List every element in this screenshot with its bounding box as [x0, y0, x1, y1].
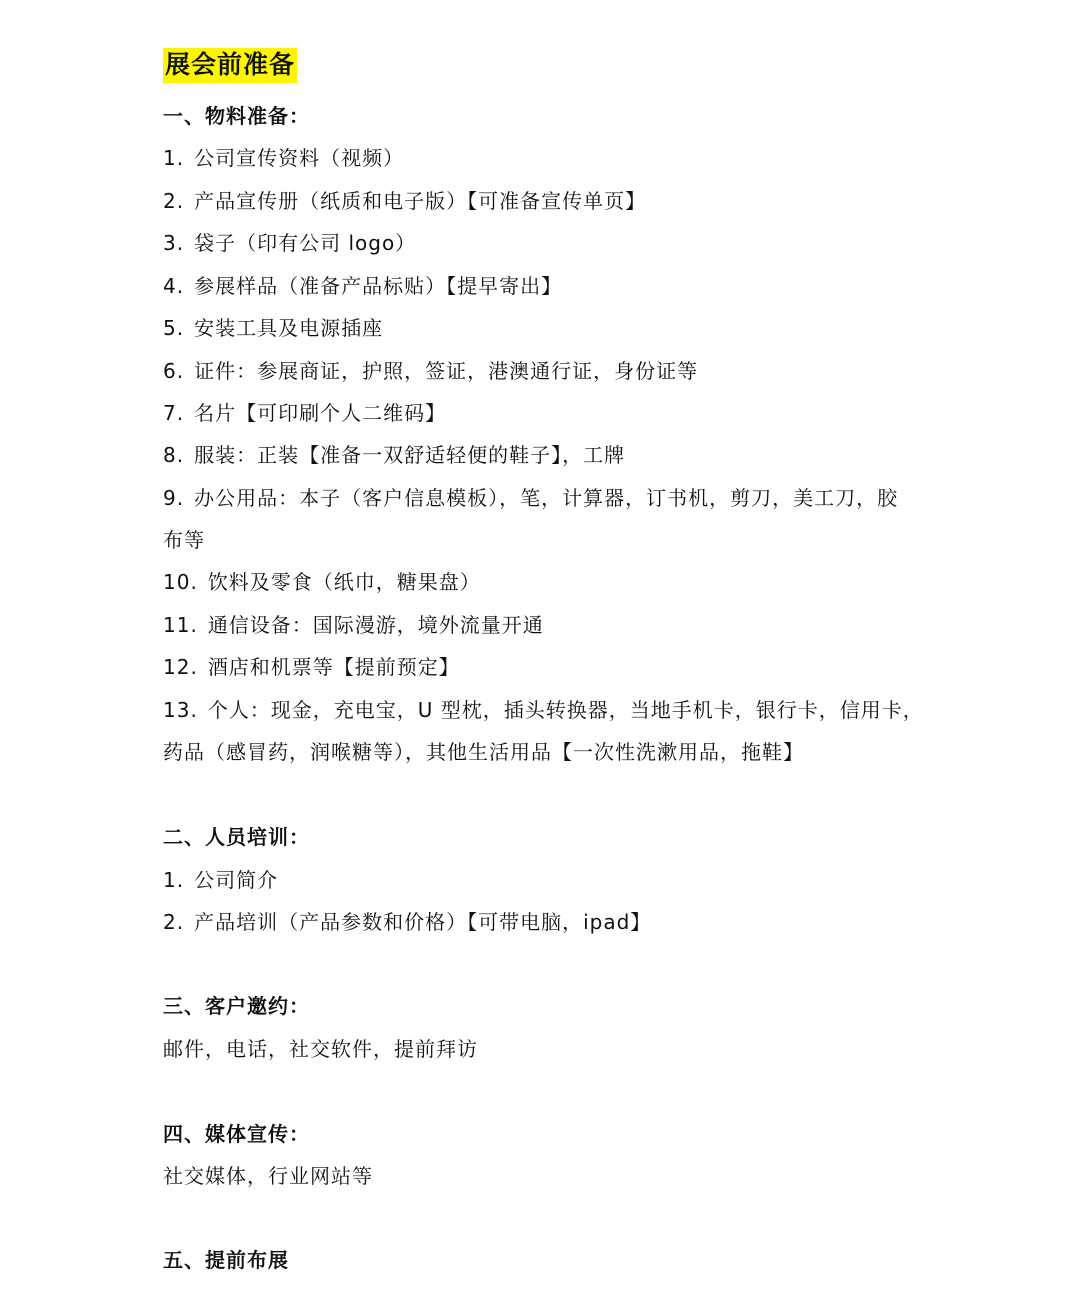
- list-text: 通信设备：国际漫游，境外流量开通: [207, 613, 544, 637]
- list-number: 3.: [163, 231, 185, 255]
- list-item-continuation: 药品（感冒药，润喉糖等），其他生活用品【一次性洗漱用品，拖鞋】: [163, 740, 804, 764]
- section-heading-media: 四、媒体宣传：: [163, 1122, 310, 1146]
- list-item-continuation: 布等: [163, 528, 205, 552]
- list-number: 11.: [163, 613, 198, 637]
- list-number: 6.: [163, 359, 185, 383]
- list-text: 产品宣传册（纸质和电子版）【可准备宣传单页】: [194, 189, 647, 213]
- list-text: 办公用品：本子（客户信息模板），笔，计算器，订书机，剪刀，美工刀，胶: [194, 486, 899, 510]
- list-item: [163, 313, 923, 343]
- list-number: 2.: [163, 910, 185, 934]
- list-item: [163, 695, 923, 725]
- list-text: 服装：正装【准备一双舒适轻便的鞋子】，工牌: [194, 443, 626, 467]
- list-text: 酒店和机票等【提前预定】: [207, 655, 460, 679]
- list-item: [163, 652, 923, 682]
- list-number: 7.: [163, 401, 185, 425]
- list-number: 12.: [163, 655, 198, 679]
- list-text: 证件：参展商证，护照，签证，港澳通行证，身份证等: [194, 359, 699, 383]
- section-heading-invitation: 三、客户邀约：: [163, 994, 310, 1018]
- document-title: 展会前准备: [163, 48, 297, 83]
- list-item: [163, 143, 923, 173]
- list-item: [163, 186, 923, 216]
- list-text: 饮料及零食（纸巾，糖果盘）: [207, 570, 481, 594]
- list-number: 13.: [163, 698, 198, 722]
- list-number: 9.: [163, 486, 185, 510]
- list-text: 公司宣传资料（视频）: [194, 146, 405, 170]
- list-item: [163, 398, 923, 428]
- list-item: [163, 610, 923, 640]
- list-number: 10.: [163, 570, 198, 594]
- list-number: 8.: [163, 443, 185, 467]
- section-text: 社交媒体，行业网站等: [163, 1164, 373, 1188]
- list-text: 产品培训（产品参数和价格）【可带电脑，ipad】: [194, 910, 652, 934]
- list-item: [163, 567, 923, 597]
- section-text: 邮件，电话，社交软件，提前拜访: [163, 1037, 478, 1061]
- list-text: 参展样品（准备产品标贴）【提早寄出】: [194, 274, 563, 298]
- list-number: 1.: [163, 868, 185, 892]
- list-item: [163, 271, 923, 301]
- list-item: [163, 865, 923, 895]
- list-item: [163, 356, 923, 386]
- list-text: 安装工具及电源插座: [194, 316, 384, 340]
- list-item: [163, 483, 923, 513]
- list-text: 名片【可印刷个人二维码】: [194, 401, 447, 425]
- list-item: [163, 440, 923, 470]
- list-text: 袋子（印有公司 logo）: [194, 231, 417, 255]
- list-number: 4.: [163, 274, 185, 298]
- section-heading-training: 二、人员培训：: [163, 825, 310, 849]
- list-number: 2.: [163, 189, 185, 213]
- list-text: 公司简介: [194, 868, 279, 892]
- list-number: 1.: [163, 146, 185, 170]
- section-heading-setup: 五、提前布展: [163, 1248, 289, 1272]
- list-item: [163, 907, 923, 937]
- list-item: [163, 228, 923, 258]
- list-number: 5.: [163, 316, 185, 340]
- section-heading-materials: 一、物料准备：: [163, 104, 310, 128]
- list-text: 个人：现金，充电宝，U 型枕，插头转换器，当地手机卡，银行卡，信用卡，: [207, 698, 924, 722]
